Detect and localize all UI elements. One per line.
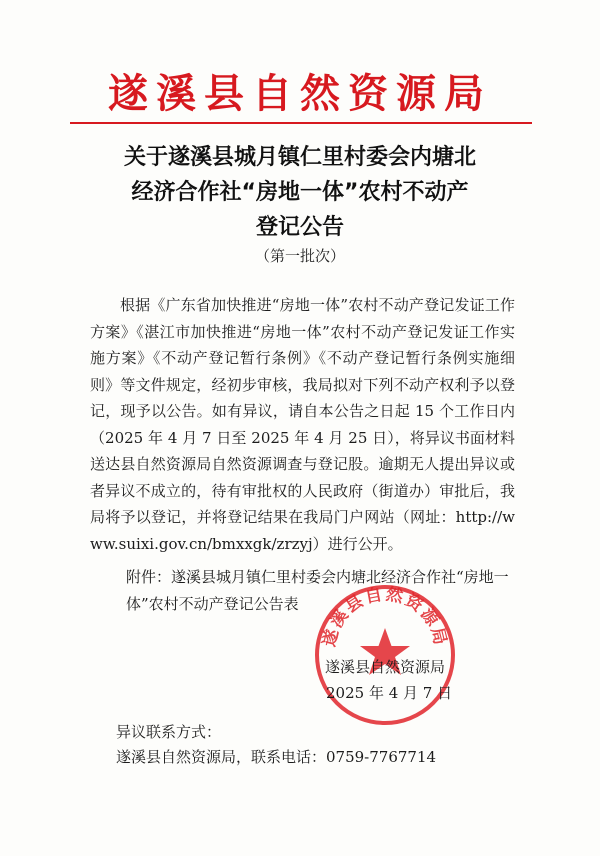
notice-body: 根据《广东省加快推进“房地一体”农村不动产登记发证工作方案》《湛江市加快推进“房地一体”农村不动产登记发证工作实施方案》《不动产登记暂行条例》《不动产登记暂行条例实施细则》等文件规定，经初步审核，我局拟对下列不动产权利予以登记，现予以公告。如有异议，请自本公告之日起 15 个工作日内（2025 年 4 月 7 日至 2025 年 4 月 25 日），将异议书面材料送达县自然资源局自然资源调查与登记股。逾期无人提出异议或者异议不成立的，待有审批权的人民政府（街道办）审批后，我局将予以登记，并将登记结果在我局门户网站（网址：http://www.suixi.gov.cn/bmxxgk/zrzyj）进行公开。 [90, 296, 515, 553]
attachment-text: 遂溪县城月镇仁里村委会内塘北经济合作社“房地一体”农村不动产登记公告表 [126, 568, 509, 613]
seal-text: 遂溪县自然资源局 [319, 584, 451, 649]
issuer-header: 遂溪县自然资源局 [108, 70, 492, 117]
title-line-3: 登记公告 [255, 215, 344, 240]
signature-org: 遂溪县自然资源局 [325, 658, 446, 676]
title-line-1: 关于遂溪县城月镇仁里村委会内塘北 [123, 145, 476, 170]
header-divider [70, 122, 532, 124]
contact-heading: 异议联系方式： [116, 723, 222, 741]
contact-info [116, 720, 536, 770]
title-line-2: 经济合作社“房地一体”农村不动产 [131, 180, 469, 205]
notice-title [0, 140, 600, 245]
official-seal [310, 580, 460, 730]
attachment-label: 附件： [126, 568, 172, 586]
signature-date: 2025 年 4 月 7 日 [326, 684, 453, 702]
batch-label: （第一批次） [254, 247, 345, 265]
contact-line: 遂溪县自然资源局，联系电话：0759-7767714 [116, 748, 437, 766]
